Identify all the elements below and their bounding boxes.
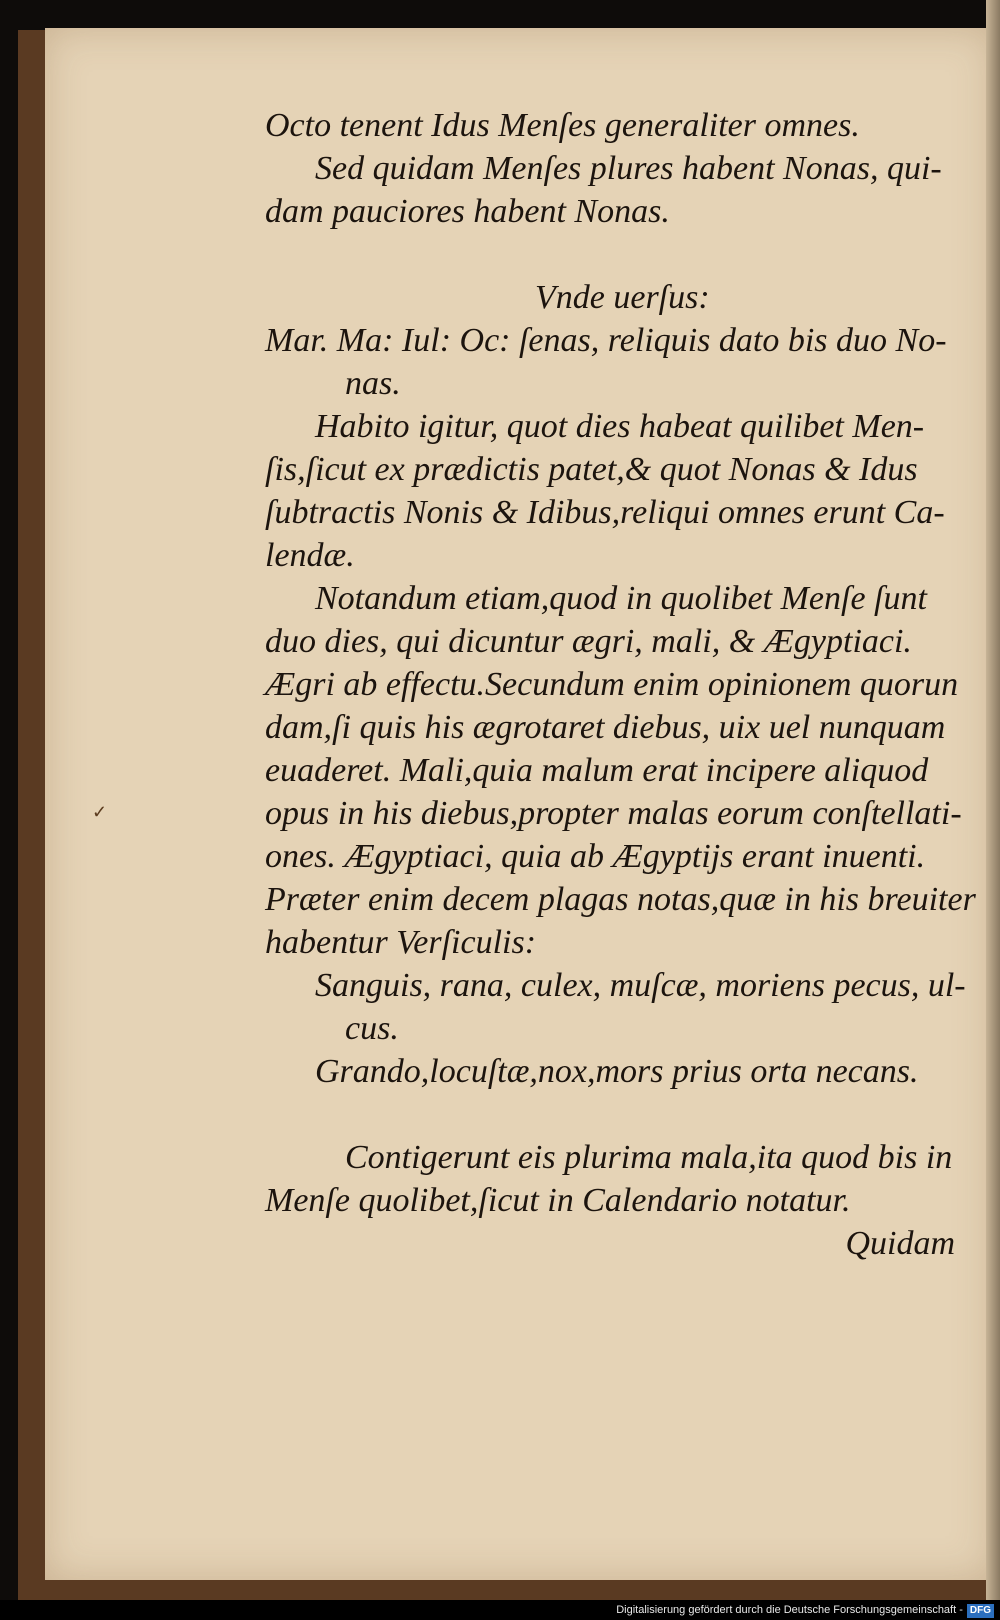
text-line: ones. Ægyptiaci, quia ab Ægyptijs erant inuenti. [265,838,926,875]
text-line: Sanguis, rana, culex, muſcæ, moriens pecus, ul- [315,967,966,1004]
digitization-footer [0,1600,1000,1620]
text-line: ſis,ſicut ex prædictis patet,& quot Nonas & Idus [265,451,918,488]
text-line: Quidam [845,1225,955,1262]
text-line: duo dies, qui dicuntur ægri, mali, & Ægyptiaci. [265,623,912,660]
page-right-edge [986,0,1000,1600]
blank-line [265,233,965,276]
text-line: Menſe quolibet,ſicut in Calendario notatur. [265,1182,851,1219]
text-line: lendæ. [265,537,355,574]
text-line: Notandum etiam,quod in quolibet Menſe ſunt [315,580,927,617]
text-line: ſubtractis Nonis & Idibus,reliqui omnes erunt Ca- [265,494,945,531]
text-line: Contigerunt eis plurima mala,ita quod bis in [345,1139,953,1176]
margin-mark-icon: ✓ [92,802,108,822]
text-line: cus. [345,1010,399,1047]
text-line: Habito igitur, quot dies habeat quilibet Men- [315,408,925,445]
text-line: Ægri ab effectu.Secundum enim opinionem quorun [265,666,959,703]
dfg-logo: DFG [967,1604,994,1618]
text-line: Præter enim decem plagas notas,quæ in his breuiter [265,881,976,918]
text-line: nas. [345,365,401,402]
text-line: Sed quidam Menſes plures habent Nonas, qui- [315,150,942,187]
text-line: euaderet. Mali,quia malum erat incipere aliquod [265,752,929,789]
page-text [265,104,976,1265]
text-line: opus in his diebus,propter malas eorum conſtellati- [265,795,962,832]
text-line: dam,ſi quis his ægrotaret diebus, uix uel nunquam [265,709,946,746]
footer-credit: Digitalisierung gefördert durch die Deutsche Forschungsgemeinschaft - [616,1604,963,1616]
text-line: Mar. Ma: Iul: Oc: ſenas, reliquis dato bis duo No- [265,322,947,359]
text-line: habentur Verſiculis: [265,924,537,961]
text-line: Vnde uerſus: [535,279,710,316]
text-line: Grando,locuſtæ,nox,mors prius orta necans. [315,1053,919,1090]
text-line: Octo tenent Idus Menſes generaliter omnes. [265,107,860,144]
blank-line [265,1093,965,1136]
text-line: dam pauciores habent Nonas. [265,193,670,230]
